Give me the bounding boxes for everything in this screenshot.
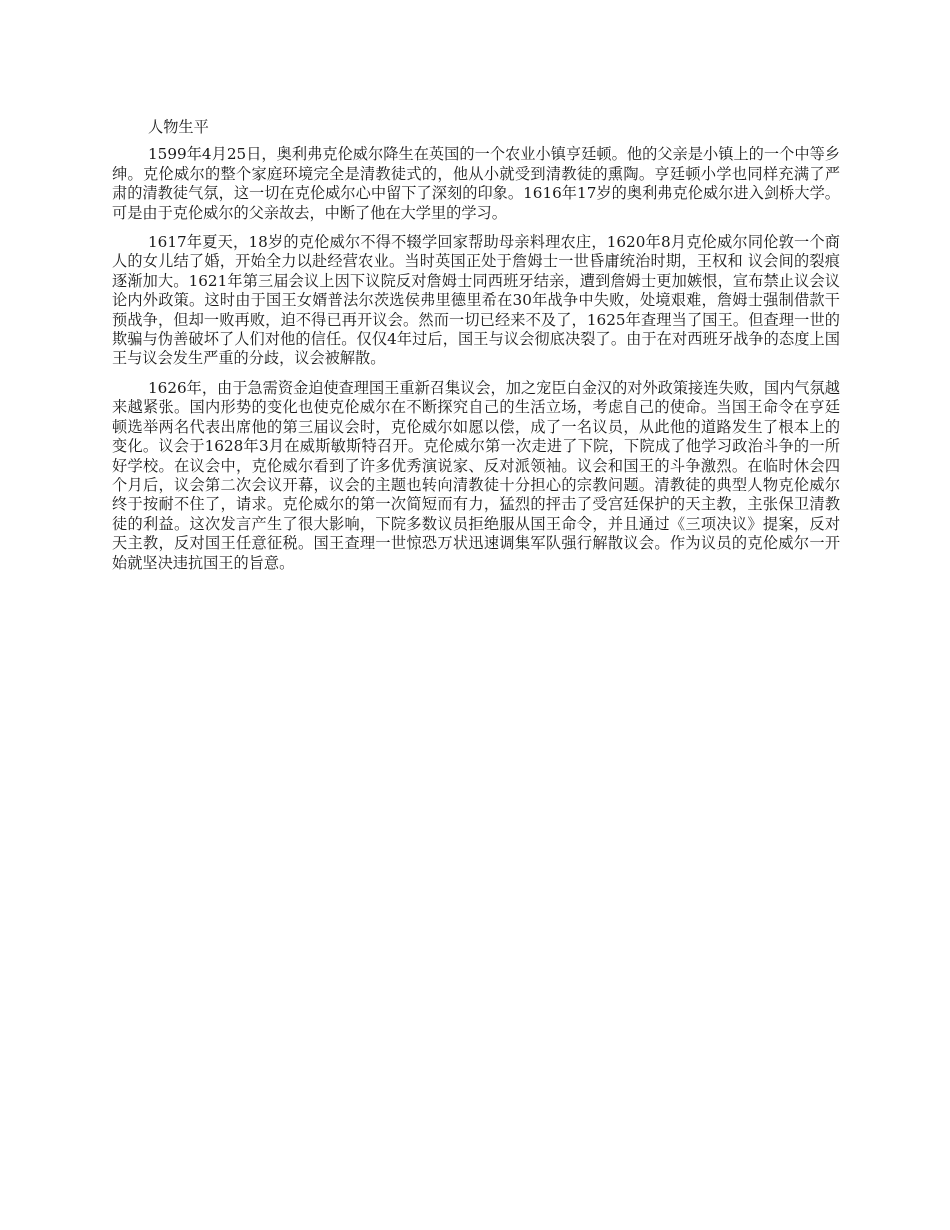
document-page bbox=[112, 118, 840, 583]
paragraph-parliament: 1626年，由于急需资金迫使查理国王重新召集议会，加之宠臣白金汉的对外政策接连失败，国内气氛越来越紧张。国内形势的变化也使克伦威尔在不断探究自己的生活立场，考虑自己的使命。当国王命令在亨廷顿选举两名代表出席他的第三届议会时，克伦威尔如愿以偿，成了一名议员，从此他的道路发生了根本上的变化。议会于1628年3月在威斯敏斯特召开。克伦威尔第一次走进了下院，下院成了他学习政治斗争的一所好学校。在议会中，克伦威尔看到了许多优秀演说家、反对派领袖。议会和国王的斗争激烈。在临时休会四个月后，议会第二次会议开幕，议会的主题也转向清教徒十分担心的宗教问题。清教徒的典型人物克伦威尔终于按耐不住了，请求。克伦威尔的第一次简短而有力，猛烈的抨击了受宫廷保护的天主教，主张保卫清教徒的利益。这次发言产生了很大影响，下院多数议员拒绝服从国王命令，并且通过《三项决议》提案，反对天主教，反对国王任意征税。国王查理一世惊恐万状迅速调集军队强行解散议会。作为议员的克伦威尔一开始就坚决违抗国王的旨意。 bbox=[112, 378, 840, 572]
paragraph-early-life: 1599年4月25日，奥利弗克伦威尔降生在英国的一个农业小镇亨廷顿。他的父亲是小镇上的一个中等乡绅。克伦威尔的整个家庭环境完全是清教徒式的，他从小就受到清教徒的熏陶。亨廷顿小学也同样充满了严肃的清教徒气氛，这一切在克伦威尔心中留下了深刻的印象。1616年17岁的奥利弗克伦威尔进入剑桥大学。可是由于克伦威尔的父亲故去，中断了他在大学里的学习。 bbox=[112, 145, 840, 222]
section-heading: 人物生平 bbox=[148, 118, 209, 136]
paragraph-farming-years: 1617年夏天，18岁的克伦威尔不得不辍学回家帮助母亲料理农庄，1620年8月克伦威尔同伦敦一个商人的女儿结了婚，开始全力以赴经营农业。当时英国正处于詹姆士一世昏庸统治时期，王权和 议会间的裂痕逐渐加大。1621年第三届会议上因下议院反对詹姆士同西班牙结亲，遭到詹姆士更加嫉恨，宣布禁止议会议论内外政策。这时由于国王女婿普法尔茨选侯弗里德里希在30年战争中失败，处境艰难，詹姆士强制借款干预战争，但却一败再败，迫不得已再开议会。然而一切已经来不及了，1625年查理当了国王。但查理一世的欺骗与伪善破坏了人们对他的信任。仅仅4年过后，国王与议会彻底决裂了。由于在对西班牙战争的态度上国王与议会发生严重的分歧，议会被解散。 bbox=[112, 233, 840, 368]
